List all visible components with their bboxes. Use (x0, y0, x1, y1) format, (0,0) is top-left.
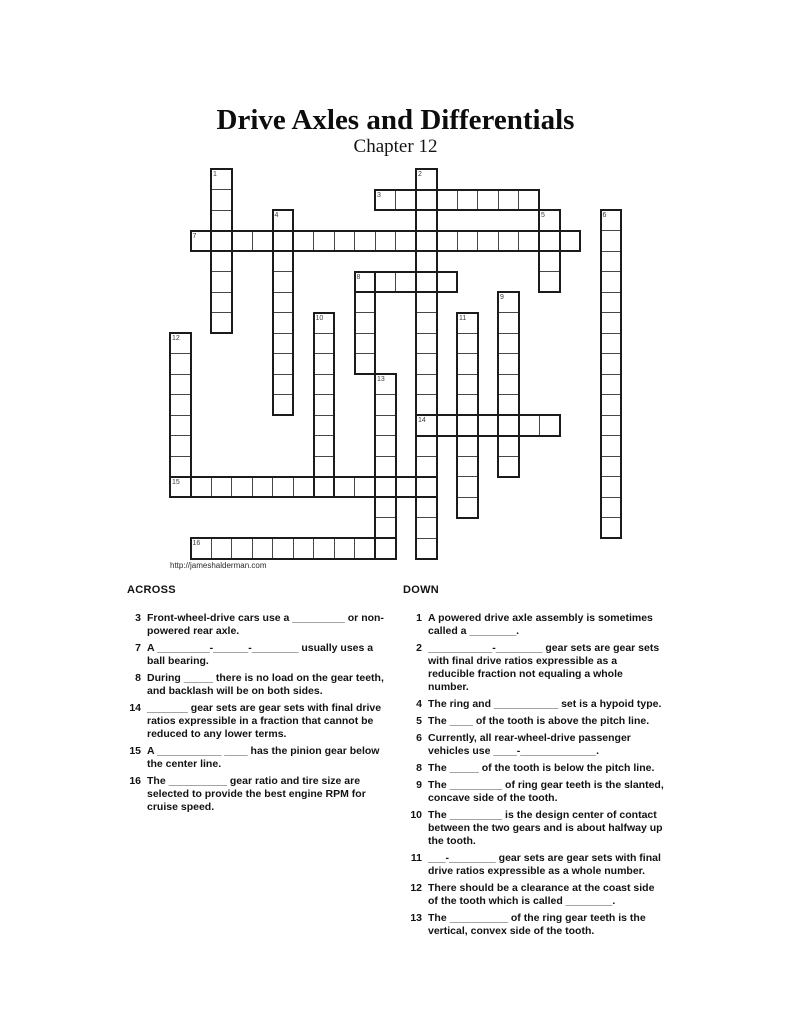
down-clue-6 (403, 732, 669, 758)
word-11-down (456, 312, 479, 519)
down-header: DOWN (403, 584, 440, 596)
down-section (403, 584, 669, 942)
clue-number: 10 (410, 809, 422, 821)
grid-number-2: 2 (418, 171, 422, 178)
clue-text: The _____ of the tooth is below the pitch line. (428, 762, 655, 774)
down-clue-9 (403, 779, 669, 805)
clue-number: 15 (129, 745, 141, 757)
page-title: Drive Axles and Differentials (216, 104, 575, 136)
across-header: ACROSS (127, 584, 176, 596)
clue-text: ___-________ gear sets are gear sets with final drive ratios expressible as a whole number. (428, 852, 661, 877)
grid-number-11: 11 (459, 314, 467, 322)
page-subtitle: Chapter 12 (353, 136, 438, 157)
clue-number: 8 (135, 672, 141, 684)
across-clue-3 (127, 612, 393, 638)
clue-number: 12 (410, 882, 422, 894)
down-clue-1 (403, 612, 669, 638)
down-clue-10 (403, 809, 669, 848)
clue-number: 9 (416, 779, 422, 791)
down-clue-8 (403, 762, 669, 775)
word-13-down (374, 373, 397, 560)
clue-text: _______ gear sets are gear sets with final drive ratios expressible in a fraction that cannot be reduced to any lower terms. (147, 702, 382, 740)
clue-number: 1 (416, 612, 422, 624)
grid-number-1: 1 (213, 171, 217, 178)
across-section (127, 584, 393, 818)
clue-number: 16 (129, 775, 141, 787)
grid-number-7: 7 (192, 232, 197, 240)
clue-number: 13 (410, 912, 422, 924)
across-clue-15 (127, 745, 393, 771)
clue-number: 8 (416, 762, 422, 774)
across-clue-list (127, 612, 393, 814)
clue-number: 11 (410, 852, 422, 864)
word-3-across (374, 189, 540, 212)
word-10-down (313, 312, 336, 499)
clue-text: A ___________ ____ has the pinion gear below the center line. (147, 745, 380, 770)
grid-number-9: 9 (500, 294, 504, 301)
across-clue-7 (127, 642, 393, 668)
word-16-across (190, 537, 397, 560)
clue-text: There should be a clearance at the coast side of the tooth which is called ________. (428, 882, 655, 907)
grid-number-14: 14 (418, 417, 426, 424)
word-12-down (169, 332, 192, 498)
grid-number-4: 4 (274, 212, 279, 219)
clue-text: The __________ gear ratio and tire size are selected to provide the best engine RPM for cruise speed. (147, 775, 366, 813)
clue-number: 4 (416, 698, 422, 710)
word-4-down (272, 209, 295, 416)
clue-text: The _________ of ring gear teeth is the slanted, concave side of the tooth. (428, 779, 664, 804)
clue-number: 2 (416, 642, 422, 654)
clue-text: During _____ there is no load on the gear teeth, and backlash will be on both sides. (147, 672, 384, 697)
crossword-grid (170, 169, 622, 559)
across-clue-14 (127, 702, 393, 741)
across-clue-8 (127, 672, 393, 698)
across-clue-16 (127, 775, 393, 814)
down-clue-11 (403, 852, 669, 878)
clue-number: 14 (129, 702, 141, 714)
clue-text: The __________ of the ring gear teeth is the vertical, convex side of the tooth. (428, 912, 646, 937)
word-15-across (169, 476, 438, 499)
word-6-down (600, 209, 623, 539)
down-clue-4 (403, 698, 669, 711)
down-clue-list (403, 612, 669, 938)
down-clue-5 (403, 715, 669, 728)
grid-number-6: 6 (602, 212, 607, 219)
grid-number-12: 12 (172, 335, 180, 342)
clue-number: 3 (135, 612, 141, 624)
grid-number-10: 10 (315, 314, 324, 322)
down-clue-13 (403, 912, 669, 938)
grid-number-8: 8 (356, 273, 361, 281)
word-8-down (354, 271, 377, 376)
clue-text: The _________ is the design center of contact between the two gears and is about halfway up the tooth. (428, 809, 663, 847)
down-clue-12 (403, 882, 669, 908)
clue-text: The ring and ___________ set is a hypoid type. (428, 698, 662, 710)
clue-text: A powered drive axle assembly is sometimes called a ________. (428, 612, 653, 637)
clue-text: Front-wheel-drive cars use a _________ or non-powered rear axle. (147, 612, 384, 637)
down-clue-2 (403, 642, 669, 694)
grid-number-3: 3 (377, 191, 381, 199)
word-9-down (497, 291, 520, 478)
grid-number-15: 15 (172, 478, 180, 486)
grid-source-url: http://jameshalderman.com (170, 561, 267, 570)
clue-number: 5 (416, 715, 422, 727)
word-7-across (190, 230, 582, 253)
grid-number-16: 16 (192, 540, 201, 547)
clue-text: Currently, all rear-wheel-drive passenger vehicles use ____-_____________. (428, 732, 631, 757)
clue-text: The ____ of the tooth is above the pitch line. (428, 715, 650, 727)
clue-text: A _________-______-________ usually uses a ball bearing. (147, 642, 374, 667)
clue-text: ___________-________ gear sets are gear sets with final drive ratios expressible as a reducible fraction not equaling a whole number. (428, 642, 660, 693)
word-2-down (415, 168, 438, 560)
grid-number-5: 5 (541, 212, 545, 219)
clue-number: 7 (135, 642, 141, 654)
clue-number: 6 (416, 732, 422, 744)
word-5-down (538, 209, 561, 293)
word-1-down (210, 168, 233, 334)
grid-number-13: 13 (377, 376, 385, 383)
